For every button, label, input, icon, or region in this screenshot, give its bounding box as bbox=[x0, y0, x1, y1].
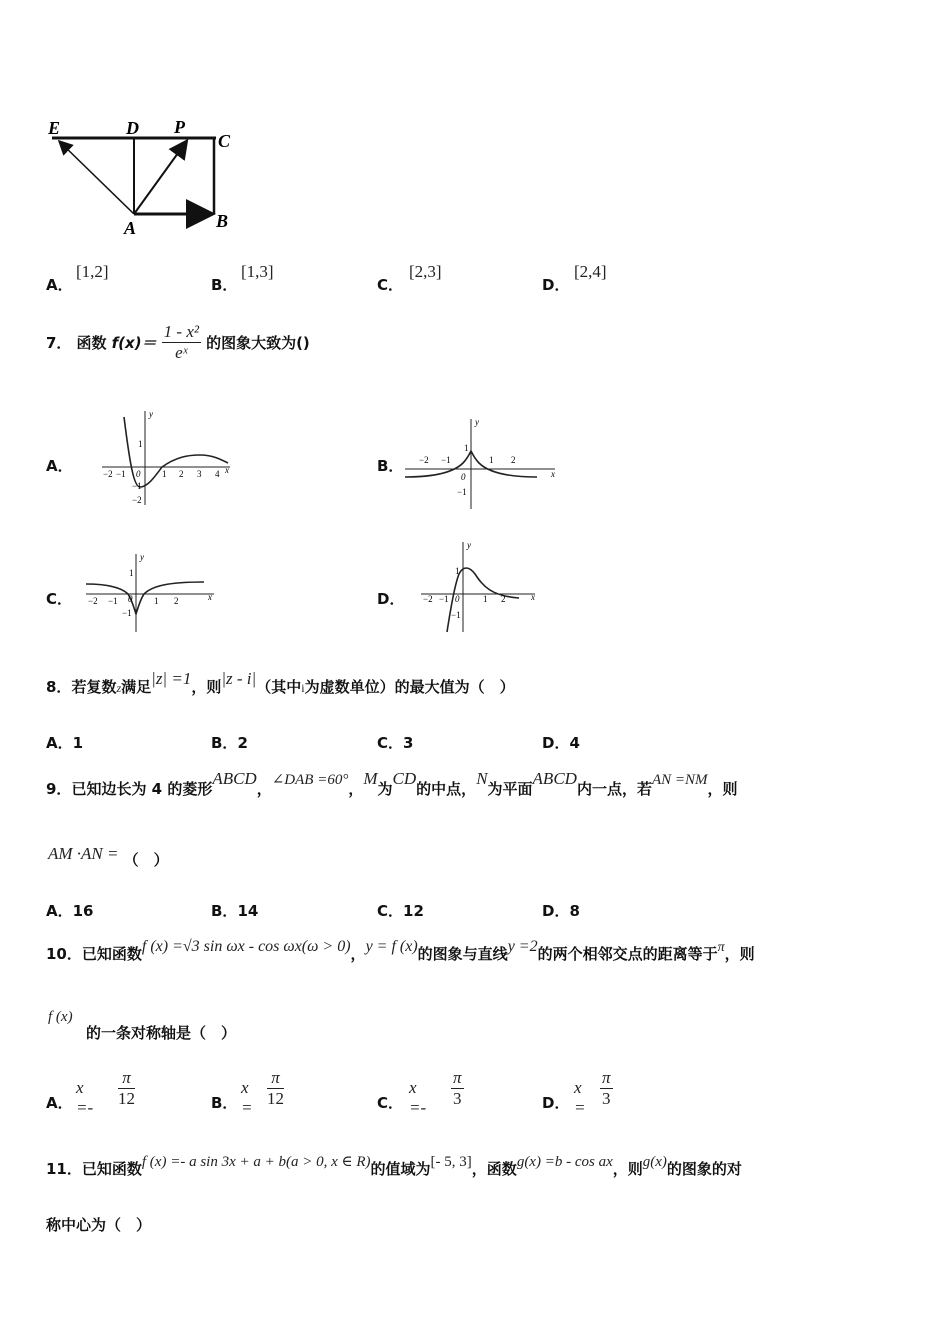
tick-label: 4 bbox=[215, 469, 220, 479]
axis-label: y bbox=[140, 552, 144, 562]
tick-label: −1 bbox=[451, 610, 461, 620]
q8-text: （其中 bbox=[256, 678, 302, 696]
q9-segment-cd: CD bbox=[392, 769, 417, 788]
q9-text: 为 bbox=[377, 780, 393, 798]
q10-options bbox=[46, 1068, 746, 1118]
option-lhs: x = bbox=[241, 1078, 253, 1117]
option-value: 14 bbox=[237, 902, 259, 920]
option-value: 2 bbox=[237, 734, 248, 752]
label-B: B bbox=[216, 211, 229, 231]
tick-label: −1 bbox=[441, 455, 451, 465]
q10-function: f (x) =√3 sin ωx - cos ωx(ω > 0) bbox=[141, 938, 351, 955]
axis-label: y bbox=[475, 417, 479, 427]
q11-text: ，函数 bbox=[471, 1160, 517, 1178]
q7-prefix: 函数 bbox=[76, 334, 107, 352]
q11-text: 称中心为（ ） bbox=[46, 1216, 152, 1234]
option-letter: D． bbox=[377, 590, 405, 608]
option-letter: D． bbox=[542, 734, 570, 752]
q8-var-z: z bbox=[116, 681, 122, 695]
option-lhs: x =- bbox=[76, 1078, 94, 1117]
fraction-denominator: 12 bbox=[267, 1089, 284, 1108]
q10-fx: f (x) bbox=[48, 1009, 73, 1025]
option-fraction bbox=[600, 1068, 613, 1109]
label-D: D bbox=[126, 118, 139, 138]
tick-label: −1 bbox=[116, 469, 126, 479]
option-letter: B． bbox=[211, 276, 238, 294]
q9-vector-eq: AN =NM bbox=[651, 772, 708, 788]
question-number: 8． bbox=[46, 678, 72, 696]
option-value: [1,2] bbox=[76, 262, 109, 281]
option-letter: D． bbox=[542, 902, 570, 920]
q10-text: 已知函数 bbox=[81, 945, 142, 963]
q9-text: 内一点，若 bbox=[576, 780, 652, 798]
tick-label: 1 bbox=[483, 594, 488, 604]
option-fraction bbox=[451, 1068, 464, 1109]
axis-label: x bbox=[551, 469, 555, 479]
tick-label: 1 bbox=[154, 596, 159, 606]
q9-option-b[interactable] bbox=[211, 900, 258, 921]
q7-graph-a bbox=[100, 405, 240, 510]
q10-text: ，则 bbox=[724, 945, 755, 963]
q8-option-b[interactable] bbox=[211, 732, 248, 753]
tick-label: 1 bbox=[162, 469, 167, 479]
tick-label: −1 bbox=[439, 594, 449, 604]
q6-options bbox=[46, 262, 746, 298]
question-number: 9． bbox=[46, 780, 72, 798]
option-letter: B． bbox=[377, 457, 404, 475]
q11-text: 的值域为 bbox=[370, 1160, 431, 1178]
option-letter: B． bbox=[211, 1094, 238, 1112]
axis-label: x bbox=[208, 592, 212, 602]
q9-rhombus: ABCD bbox=[212, 769, 257, 788]
q11-g-function: g(x) =b - cos ax bbox=[516, 1154, 613, 1170]
q10-text: 的一条对称轴是（ ） bbox=[86, 1024, 237, 1042]
fraction-denominator: 3 bbox=[453, 1089, 462, 1108]
fraction-numerator: π bbox=[453, 1068, 462, 1087]
q11-stem-line2 bbox=[46, 1214, 151, 1235]
option-letter: B． bbox=[211, 902, 238, 920]
q11-text: ，则 bbox=[612, 1160, 643, 1178]
option-letter: C． bbox=[377, 1094, 404, 1112]
q9-option-c[interactable] bbox=[377, 900, 424, 921]
tick-label: 1 bbox=[129, 568, 134, 578]
option-value: [1,3] bbox=[241, 262, 274, 281]
fraction-numerator: π bbox=[267, 1068, 284, 1089]
q11-stem-line1 bbox=[46, 1150, 926, 1184]
option-value: 12 bbox=[403, 902, 424, 920]
axis-label: y bbox=[149, 409, 153, 419]
q9-comma: ， bbox=[256, 780, 272, 798]
fraction-numerator: π bbox=[602, 1068, 611, 1087]
q9-comma: ， bbox=[348, 780, 364, 798]
option-letter: A． bbox=[46, 734, 73, 752]
option-value: 3 bbox=[403, 734, 414, 752]
option-value: 8 bbox=[569, 902, 580, 920]
option-value: [2,4] bbox=[574, 262, 607, 281]
q9-option-a[interactable] bbox=[46, 900, 93, 921]
fraction-numerator: π bbox=[118, 1068, 135, 1089]
label-C: C bbox=[218, 131, 231, 151]
tick-label: −2 bbox=[132, 495, 142, 505]
q8-condition: |z| =1 bbox=[151, 669, 192, 688]
tick-label: −2 bbox=[88, 596, 98, 606]
q10-stem-line2 bbox=[48, 1006, 237, 1042]
label-P: P bbox=[174, 117, 185, 137]
vector-AP bbox=[134, 142, 186, 214]
q8-expression: |z - i| bbox=[221, 669, 257, 688]
q8-stem bbox=[46, 669, 515, 710]
q7-option-a[interactable] bbox=[46, 405, 246, 515]
option-lhs: x =- bbox=[409, 1078, 427, 1117]
q8-text: 若复数 bbox=[71, 678, 117, 696]
option-lhs: x = bbox=[574, 1078, 586, 1117]
tick-label: −1 bbox=[132, 481, 142, 491]
option-fraction bbox=[267, 1068, 284, 1109]
q9-option-d[interactable] bbox=[542, 900, 580, 921]
label-A: A bbox=[124, 218, 137, 238]
q10-y-eq: y = f (x) bbox=[365, 938, 418, 955]
q7-stem bbox=[46, 322, 310, 372]
label-E: E bbox=[48, 118, 61, 138]
option-letter: A． bbox=[46, 1094, 73, 1112]
option-value: [2,3] bbox=[409, 262, 442, 281]
q7-option-b[interactable] bbox=[377, 413, 577, 513]
q9-blank: （ ） bbox=[123, 851, 169, 869]
q8-text: ，则 bbox=[191, 678, 222, 696]
option-letter: A． bbox=[46, 902, 73, 920]
tick-label: 2 bbox=[501, 594, 506, 604]
q10-stem-line1 bbox=[46, 935, 755, 969]
q6-geometry-figure bbox=[40, 110, 250, 240]
option-letter: A． bbox=[46, 457, 73, 475]
q8-options bbox=[46, 732, 746, 756]
q7-graph-c bbox=[84, 548, 234, 638]
fraction-denominator: 3 bbox=[602, 1089, 611, 1108]
option-letter: C． bbox=[377, 276, 404, 294]
tick-label: 0 bbox=[128, 594, 133, 604]
q9-stem-line1 bbox=[46, 768, 738, 804]
q11-text: 已知函数 bbox=[81, 1160, 142, 1178]
q10-text: 的两个相邻交点的距离等于 bbox=[537, 945, 718, 963]
q7-suffix: 的图象大致为() bbox=[206, 334, 310, 352]
q7-option-c[interactable] bbox=[46, 548, 246, 638]
tick-label: −1 bbox=[108, 596, 118, 606]
q9-plane: ABCD bbox=[532, 769, 577, 788]
q9-text: ，则 bbox=[707, 780, 738, 798]
q11-range: [- 5, 3] bbox=[430, 1154, 472, 1170]
q7-option-d[interactable] bbox=[377, 536, 577, 636]
q8-option-d[interactable] bbox=[542, 732, 580, 753]
tick-label: −2 bbox=[423, 594, 433, 604]
q9-text: 已知边长为 4 的菱形 bbox=[71, 780, 213, 798]
axis-label: x bbox=[531, 592, 535, 602]
q7-graph-b bbox=[403, 413, 563, 513]
tick-label: 1 bbox=[138, 439, 143, 449]
q7-numerator: 1 - x² bbox=[163, 322, 199, 341]
tick-label: −2 bbox=[103, 469, 113, 479]
q9-options bbox=[46, 900, 746, 924]
q11-gx: g(x) bbox=[642, 1154, 667, 1170]
q9-text: 的中点， bbox=[416, 780, 477, 798]
tick-label: 1 bbox=[455, 566, 460, 576]
option-letter: D． bbox=[542, 1094, 570, 1112]
q11-function: f (x) =- a sin 3x + a + b(a > 0, x ∈ R) bbox=[141, 1154, 371, 1170]
q9-dot-product: AM ·AN = bbox=[48, 844, 119, 863]
q9-text: 为平面 bbox=[487, 780, 533, 798]
question-number: 11． bbox=[46, 1160, 82, 1178]
tick-label: 1 bbox=[489, 455, 494, 465]
q7-graph-d bbox=[419, 536, 549, 636]
option-fraction bbox=[118, 1068, 135, 1109]
vector-AE bbox=[60, 142, 134, 214]
q8-imag-unit: i bbox=[301, 681, 305, 695]
q8-text: 为虚数单位）的最大值为（ ） bbox=[304, 678, 515, 696]
tick-label: 2 bbox=[174, 596, 179, 606]
q9-point-m: M bbox=[363, 769, 378, 788]
tick-label: 3 bbox=[197, 469, 202, 479]
q7-function-name: f(x)＝ bbox=[111, 334, 157, 352]
option-letter: C． bbox=[377, 902, 404, 920]
option-letter: C． bbox=[46, 590, 73, 608]
tick-label: −1 bbox=[457, 487, 467, 497]
q7-fraction bbox=[162, 322, 201, 363]
option-value: 1 bbox=[72, 734, 84, 752]
question-number: 10． bbox=[46, 945, 82, 963]
tick-label: 0 bbox=[455, 594, 460, 604]
axis-label: y bbox=[467, 540, 471, 550]
tick-label: −1 bbox=[122, 608, 132, 618]
q8-option-c[interactable] bbox=[377, 732, 413, 753]
option-letter: A． bbox=[46, 276, 73, 294]
tick-label: 1 bbox=[464, 443, 469, 453]
axis-label: x bbox=[225, 465, 229, 475]
q8-text: 满足 bbox=[121, 678, 152, 696]
q9-point-n: N bbox=[476, 769, 488, 788]
option-value: 16 bbox=[72, 902, 94, 920]
q7-denominator: eˣ bbox=[175, 343, 188, 362]
option-letter: C． bbox=[377, 734, 404, 752]
q9-angle: ∠DAB =60° bbox=[271, 772, 349, 788]
tick-label: 2 bbox=[511, 455, 516, 465]
q10-line: y =2 bbox=[507, 938, 538, 955]
q11-text: 的图象的对 bbox=[666, 1160, 742, 1178]
q8-option-a[interactable] bbox=[46, 732, 83, 753]
q10-pi: π bbox=[717, 940, 725, 955]
question-number: 7． bbox=[46, 334, 72, 352]
option-letter: D． bbox=[542, 276, 570, 294]
option-letter: B． bbox=[211, 734, 238, 752]
option-value: 4 bbox=[569, 734, 580, 752]
q9-stem-line2 bbox=[48, 843, 169, 873]
tick-label: 0 bbox=[136, 469, 141, 479]
fraction-denominator: 12 bbox=[118, 1089, 135, 1108]
tick-label: 2 bbox=[179, 469, 184, 479]
tick-label: 0 bbox=[461, 472, 466, 482]
tick-label: −2 bbox=[419, 455, 429, 465]
q10-text: 的图象与直线 bbox=[417, 945, 508, 963]
q10-comma: ， bbox=[350, 945, 366, 963]
